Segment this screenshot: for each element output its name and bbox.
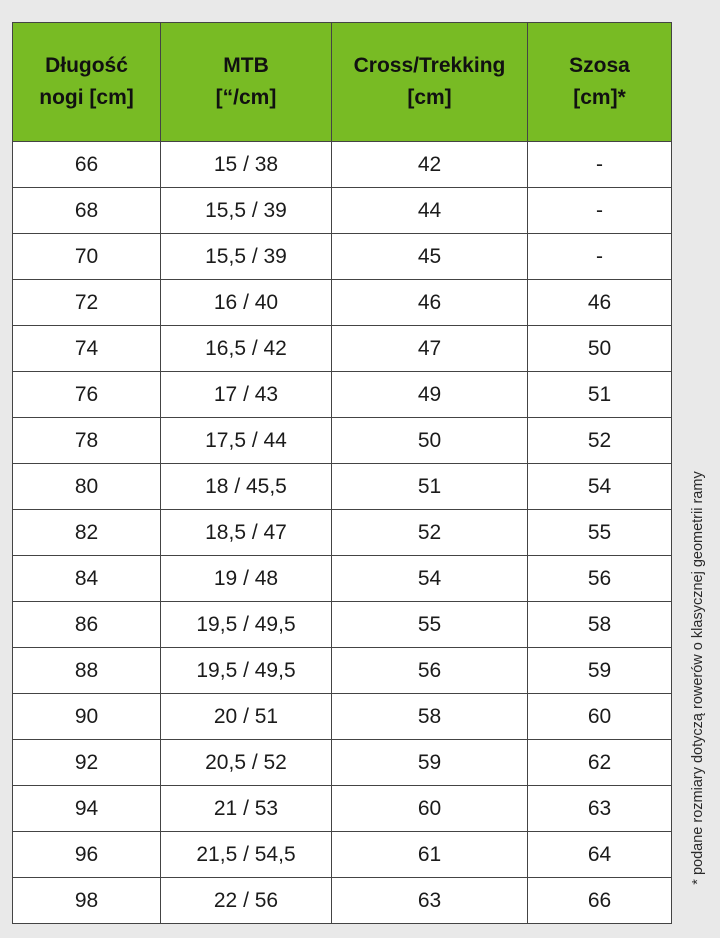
- table-row: [13, 832, 672, 878]
- cell-road: 46: [528, 280, 672, 326]
- header-leg-length: [13, 23, 161, 142]
- cell-mtb: 20,5 / 52: [161, 740, 332, 786]
- cell-cross-trekking: 60: [332, 786, 528, 832]
- table-row: [13, 786, 672, 832]
- cell-mtb: 16,5 / 42: [161, 326, 332, 372]
- table-row: [13, 234, 672, 280]
- cell-leg-length: 86: [13, 602, 161, 648]
- footnote: [680, 430, 716, 925]
- cell-mtb: 18 / 45,5: [161, 464, 332, 510]
- cell-leg-length: 80: [13, 464, 161, 510]
- table-row: [13, 326, 672, 372]
- cell-leg-length: 72: [13, 280, 161, 326]
- header-leg-length-line1: Długość: [45, 54, 128, 77]
- cell-cross-trekking: 47: [332, 326, 528, 372]
- cell-cross-trekking: 63: [332, 878, 528, 924]
- cell-mtb: 19 / 48: [161, 556, 332, 602]
- cell-mtb: 15,5 / 39: [161, 234, 332, 280]
- cell-leg-length: 74: [13, 326, 161, 372]
- header-cross-trekking-line1: Cross/Trekking: [353, 54, 506, 77]
- header-mtb-line1: MTB: [223, 54, 269, 77]
- header-mtb-line2: [“/cm]: [215, 86, 277, 109]
- table-row: [13, 556, 672, 602]
- table-row: [13, 280, 672, 326]
- cell-mtb: 19,5 / 49,5: [161, 602, 332, 648]
- cell-cross-trekking: 42: [332, 142, 528, 188]
- cell-road: -: [528, 188, 672, 234]
- cell-mtb: 17 / 43: [161, 372, 332, 418]
- cell-leg-length: 76: [13, 372, 161, 418]
- cell-cross-trekking: 59: [332, 740, 528, 786]
- cell-cross-trekking: 50: [332, 418, 528, 464]
- cell-leg-length: 78: [13, 418, 161, 464]
- cell-leg-length: 66: [13, 142, 161, 188]
- cell-mtb: 21,5 / 54,5: [161, 832, 332, 878]
- table-row: [13, 418, 672, 464]
- cell-cross-trekking: 55: [332, 602, 528, 648]
- cell-leg-length: 84: [13, 556, 161, 602]
- cell-leg-length: 92: [13, 740, 161, 786]
- cell-road: 58: [528, 602, 672, 648]
- cell-road: 62: [528, 740, 672, 786]
- header-cross-trekking-line2: [cm]: [407, 86, 452, 109]
- cell-leg-length: 94: [13, 786, 161, 832]
- cell-road: 63: [528, 786, 672, 832]
- cell-mtb: 18,5 / 47: [161, 510, 332, 556]
- header-leg-length-line2: nogi [cm]: [39, 86, 134, 109]
- cell-leg-length: 88: [13, 648, 161, 694]
- cell-cross-trekking: 45: [332, 234, 528, 280]
- size-table-container: [12, 22, 671, 918]
- table-row: [13, 878, 672, 924]
- cell-cross-trekking: 61: [332, 832, 528, 878]
- footnote-text: * podane rozmiary dotyczą rowerów o klasycznej geometrii ramy: [690, 470, 706, 885]
- cell-mtb: 17,5 / 44: [161, 418, 332, 464]
- cell-cross-trekking: 56: [332, 648, 528, 694]
- cell-road: -: [528, 234, 672, 280]
- table-row: [13, 464, 672, 510]
- bike-size-table: [12, 22, 672, 924]
- cell-cross-trekking: 46: [332, 280, 528, 326]
- table-row: [13, 372, 672, 418]
- header-cross-trekking: [332, 23, 528, 142]
- cell-cross-trekking: 54: [332, 556, 528, 602]
- cell-cross-trekking: 44: [332, 188, 528, 234]
- cell-road: 55: [528, 510, 672, 556]
- header-road-line2: [cm]*: [573, 86, 626, 109]
- table-row: [13, 694, 672, 740]
- header-mtb: [161, 23, 332, 142]
- cell-road: -: [528, 142, 672, 188]
- table-row: [13, 740, 672, 786]
- table-row: [13, 602, 672, 648]
- table-row: [13, 142, 672, 188]
- table-row: [13, 510, 672, 556]
- cell-mtb: 21 / 53: [161, 786, 332, 832]
- table-row: [13, 648, 672, 694]
- cell-road: 64: [528, 832, 672, 878]
- table-row: [13, 188, 672, 234]
- cell-mtb: 15,5 / 39: [161, 188, 332, 234]
- cell-leg-length: 96: [13, 832, 161, 878]
- cell-road: 59: [528, 648, 672, 694]
- cell-mtb: 19,5 / 49,5: [161, 648, 332, 694]
- cell-leg-length: 70: [13, 234, 161, 280]
- cell-road: 66: [528, 878, 672, 924]
- cell-road: 54: [528, 464, 672, 510]
- cell-road: 50: [528, 326, 672, 372]
- cell-mtb: 15 / 38: [161, 142, 332, 188]
- table-header: [13, 23, 672, 142]
- header-row: [13, 23, 672, 142]
- cell-cross-trekking: 49: [332, 372, 528, 418]
- header-road-line1: Szosa: [569, 54, 630, 77]
- cell-leg-length: 90: [13, 694, 161, 740]
- cell-cross-trekking: 52: [332, 510, 528, 556]
- cell-mtb: 22 / 56: [161, 878, 332, 924]
- cell-leg-length: 82: [13, 510, 161, 556]
- table-body: [13, 142, 672, 924]
- header-road: [528, 23, 672, 142]
- cell-mtb: 20 / 51: [161, 694, 332, 740]
- cell-cross-trekking: 58: [332, 694, 528, 740]
- cell-road: 60: [528, 694, 672, 740]
- cell-leg-length: 68: [13, 188, 161, 234]
- cell-road: 52: [528, 418, 672, 464]
- cell-road: 56: [528, 556, 672, 602]
- cell-mtb: 16 / 40: [161, 280, 332, 326]
- cell-road: 51: [528, 372, 672, 418]
- cell-leg-length: 98: [13, 878, 161, 924]
- cell-cross-trekking: 51: [332, 464, 528, 510]
